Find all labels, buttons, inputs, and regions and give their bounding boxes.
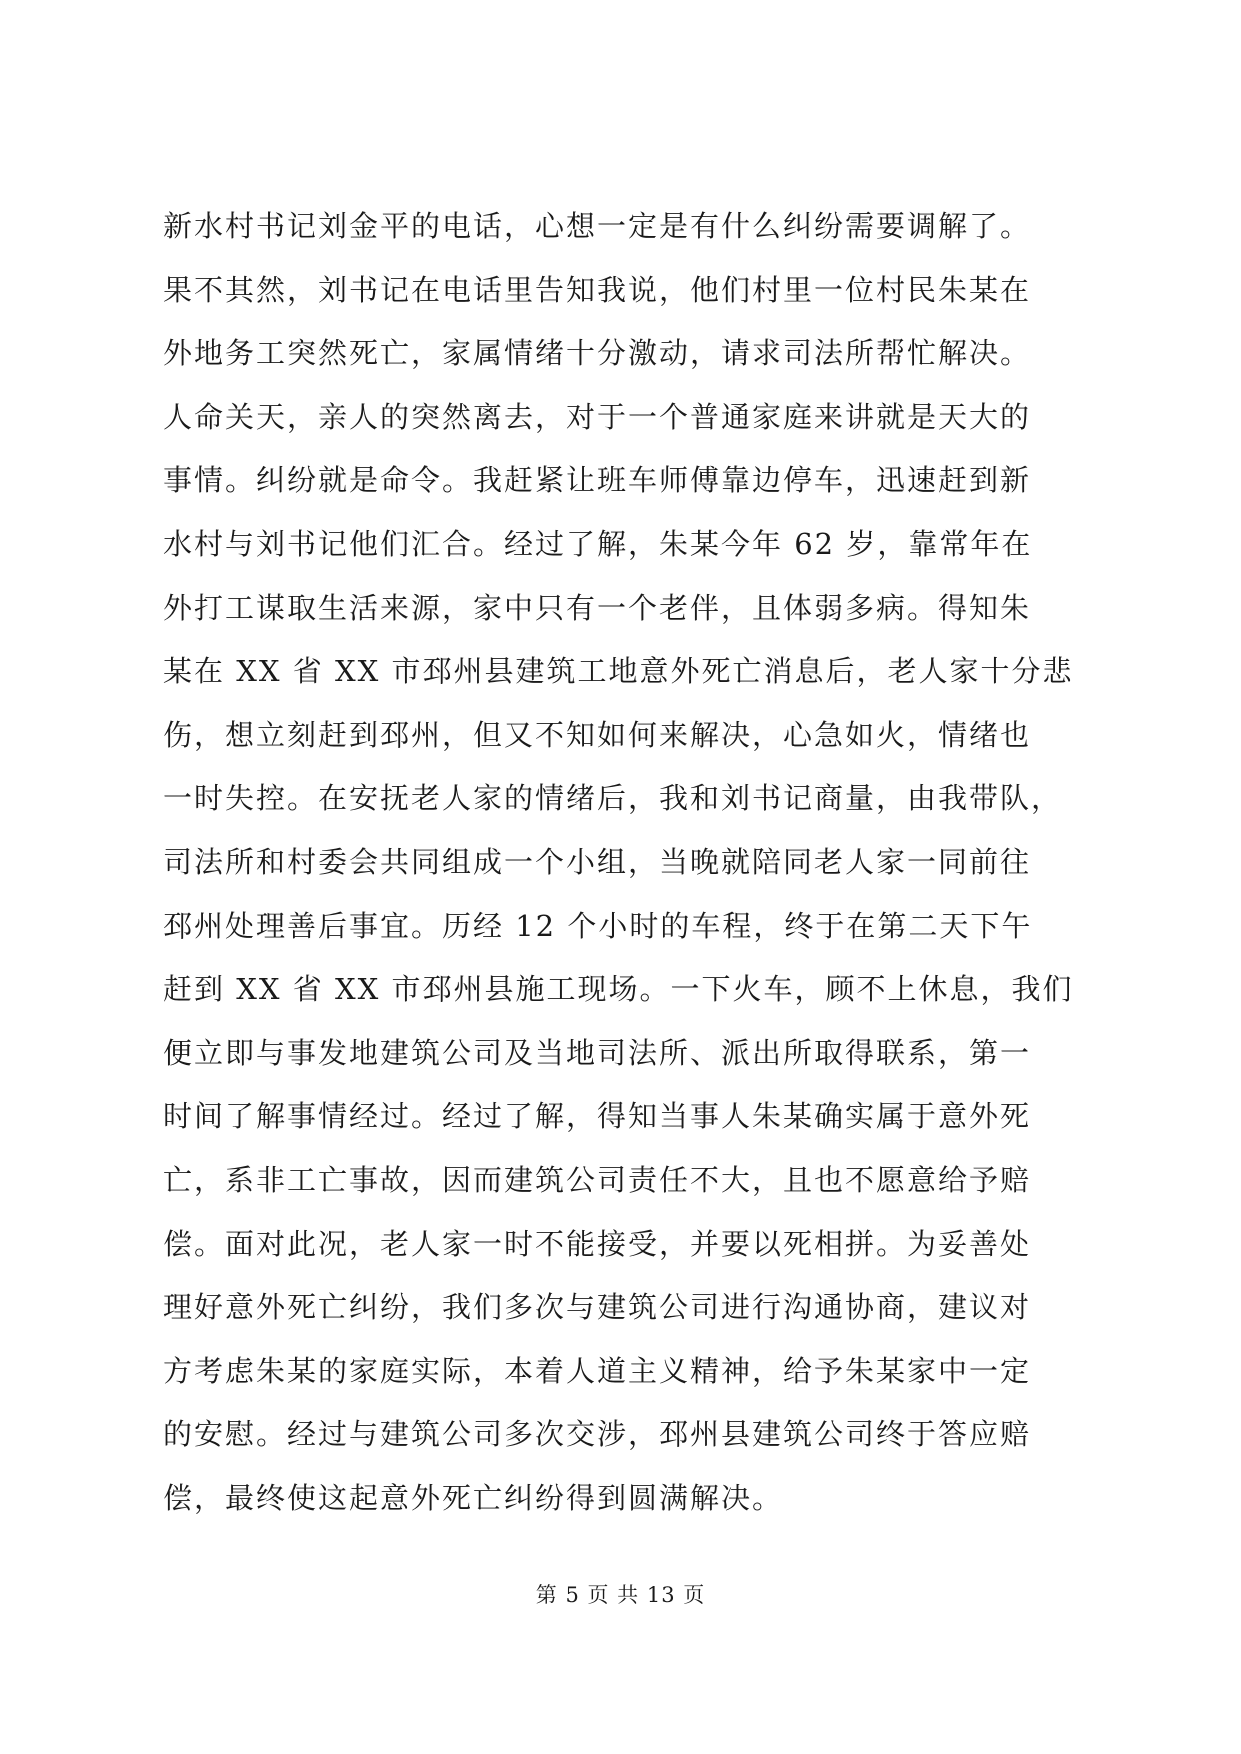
body-text: [163, 195, 1093, 1530]
text-line: 方考虑朱某的家庭实际，本着人道主义精神，给予朱某家中一定: [163, 1353, 1032, 1388]
text-line: 伤，想立刻赶到邳州，但又不知如何来解决，心急如火，情绪也: [163, 717, 1032, 752]
text-line: 外打工谋取生活来源，家中只有一个老伴，且体弱多病。得知朱: [163, 590, 1032, 625]
text-line: 司法所和村委会共同组成一个小组，当晚就陪同老人家一同前往: [163, 844, 1032, 879]
text-line: 理好意外死亡纠纷，我们多次与建筑公司进行沟通协商，建议对: [163, 1290, 1032, 1325]
text-line: 偿，最终使这起意外死亡纠纷得到圆满解决。: [163, 1480, 784, 1515]
text-line: 事情。纠纷就是命令。我赶紧让班车师傅靠边停车，迅速赶到新: [163, 463, 1032, 498]
text-line: 时间了解事情经过。经过了解，得知当事人朱某确实属于意外死: [163, 1099, 1032, 1134]
text-line: 一时失控。在安抚老人家的情绪后，我和刘书记商量，由我带队，: [163, 781, 1063, 816]
page-number-footer: 第 5 页 共 13 页: [535, 1583, 706, 1607]
text-line: 偿。面对此况，老人家一时不能接受，并要以死相拼。为妥善处: [163, 1226, 1032, 1261]
text-line: 果不其然，刘书记在电话里告知我说，他们村里一位村民朱某在: [163, 272, 1032, 307]
text-line: 赶到 XX 省 XX 市邳州县施工现场。一下火车，顾不上休息，我们: [163, 972, 1074, 1007]
text-line: 人命关天，亲人的突然离去，对于一个普通家庭来讲就是天大的: [163, 399, 1032, 434]
text-line: 邳州处理善后事宜。历经 12 个小时的车程，终于在第二天下午: [163, 908, 1033, 943]
text-line: 便立即与事发地建筑公司及当地司法所、派出所取得联系，第一: [163, 1035, 1032, 1070]
text-line: 新水村书记刘金平的电话，心想一定是有什么纠纷需要调解了。: [163, 209, 1032, 243]
text-line: 外地务工突然死亡，家属情绪十分激动，请求司法所帮忙解决。: [163, 336, 1032, 371]
text-line: 某在 XX 省 XX 市邳州县建筑工地意外死亡消息后，老人家十分悲: [163, 654, 1074, 689]
text-line: 亡，系非工亡事故，因而建筑公司责任不大，且也不愿意给予赔: [163, 1162, 1032, 1197]
text-line: 水村与刘书记他们汇合。经过了解，朱某今年 62 岁，靠常年在: [163, 526, 1033, 561]
text-line: 的安慰。经过与建筑公司多次交涉，邳州县建筑公司终于答应赔: [163, 1417, 1032, 1452]
